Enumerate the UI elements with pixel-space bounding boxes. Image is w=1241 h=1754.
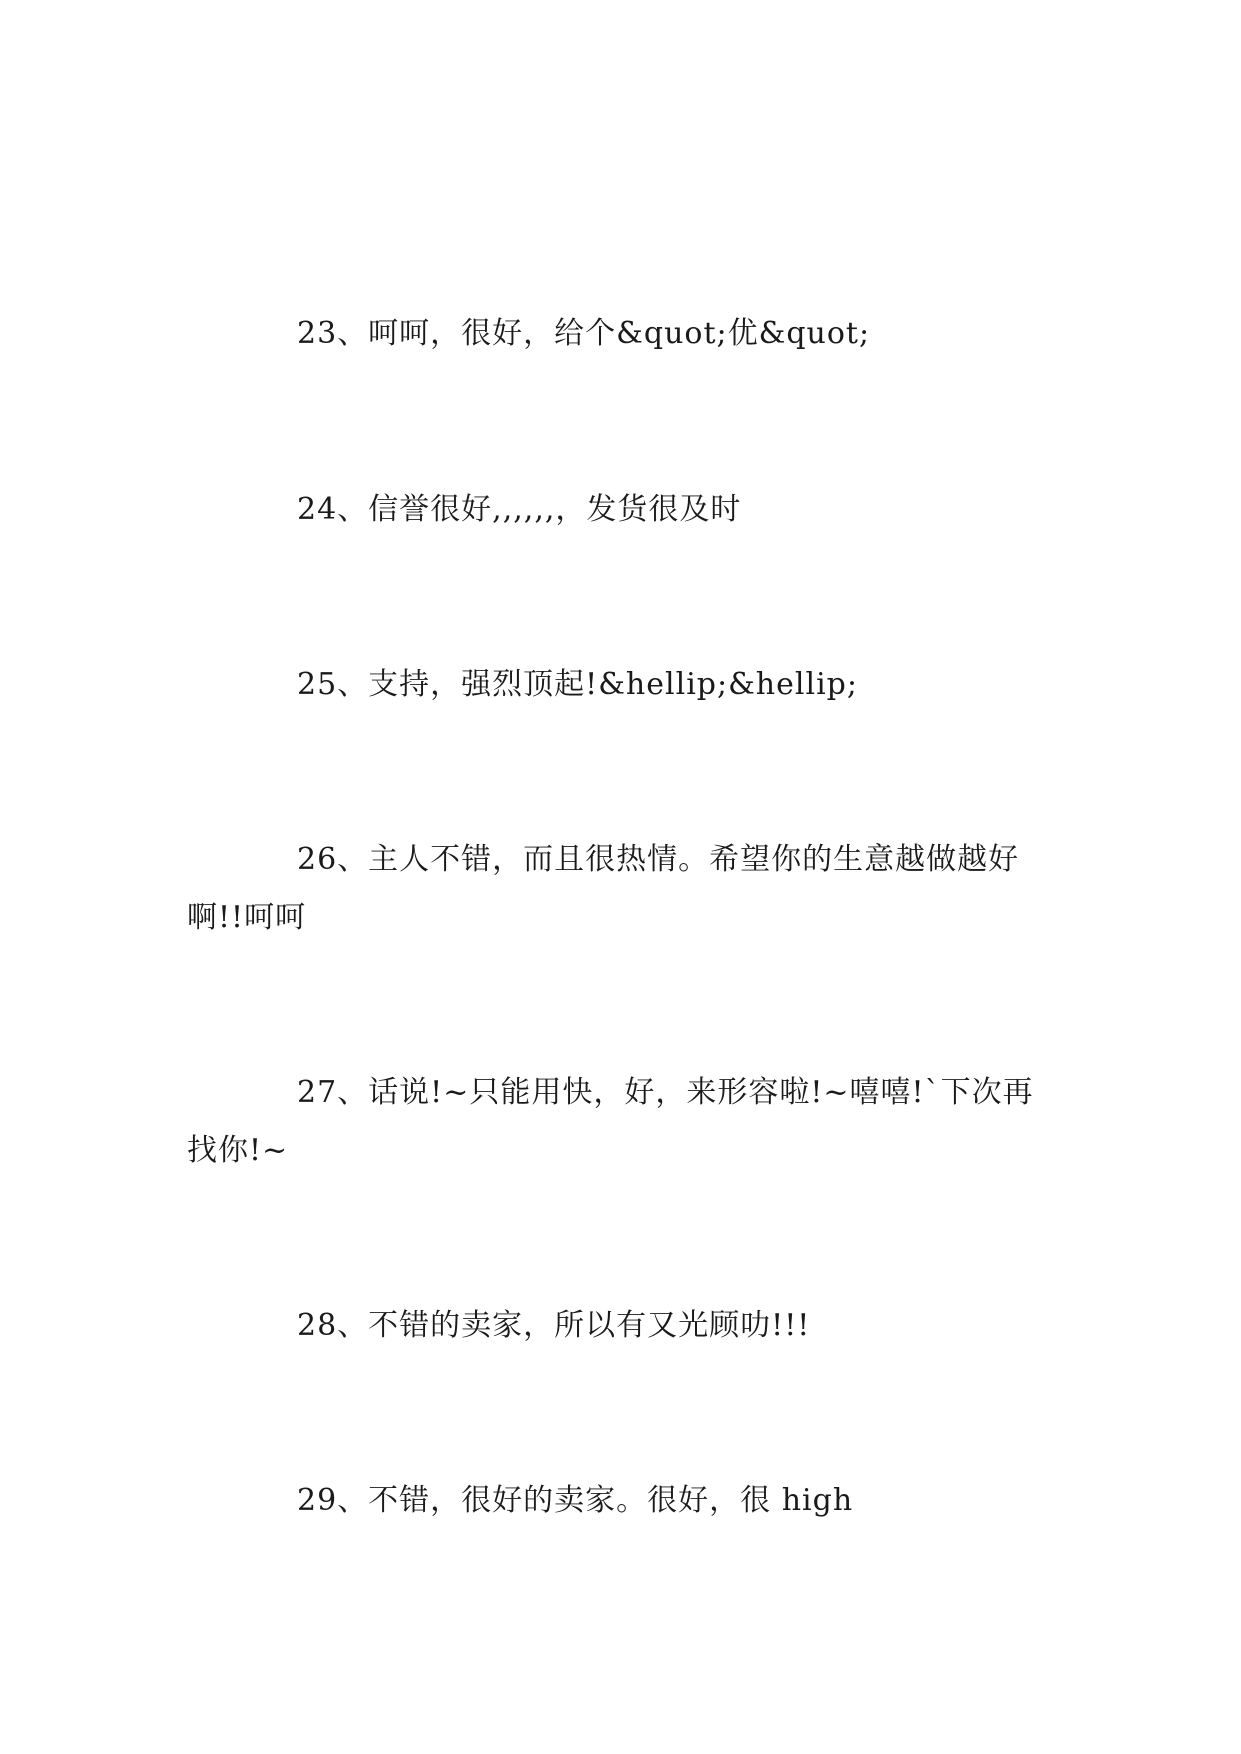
paragraph-25: 25、支持，强烈顶起!&hellip;&hellip; xyxy=(297,667,858,702)
paragraph-29: 29、不错，很好的卖家。很好，很 high xyxy=(297,1483,854,1518)
paragraph-27: 27、话说!~只能用快，好，来形容啦!~嘻嘻!`下次再找你!~ xyxy=(187,1075,1034,1168)
paragraph-26: 26、主人不错，而且很热情。希望你的生意越做越好啊!!呵呵 xyxy=(187,842,1020,935)
paragraph-23: 23、呵呵，很好，给个&quot;优&quot; xyxy=(297,316,871,351)
paragraph-24: 24、信誉很好,,,,,,，发货很及时 xyxy=(297,492,742,527)
paragraph-28: 28、不错的卖家，所以有又光顾叻!!! xyxy=(297,1308,811,1343)
